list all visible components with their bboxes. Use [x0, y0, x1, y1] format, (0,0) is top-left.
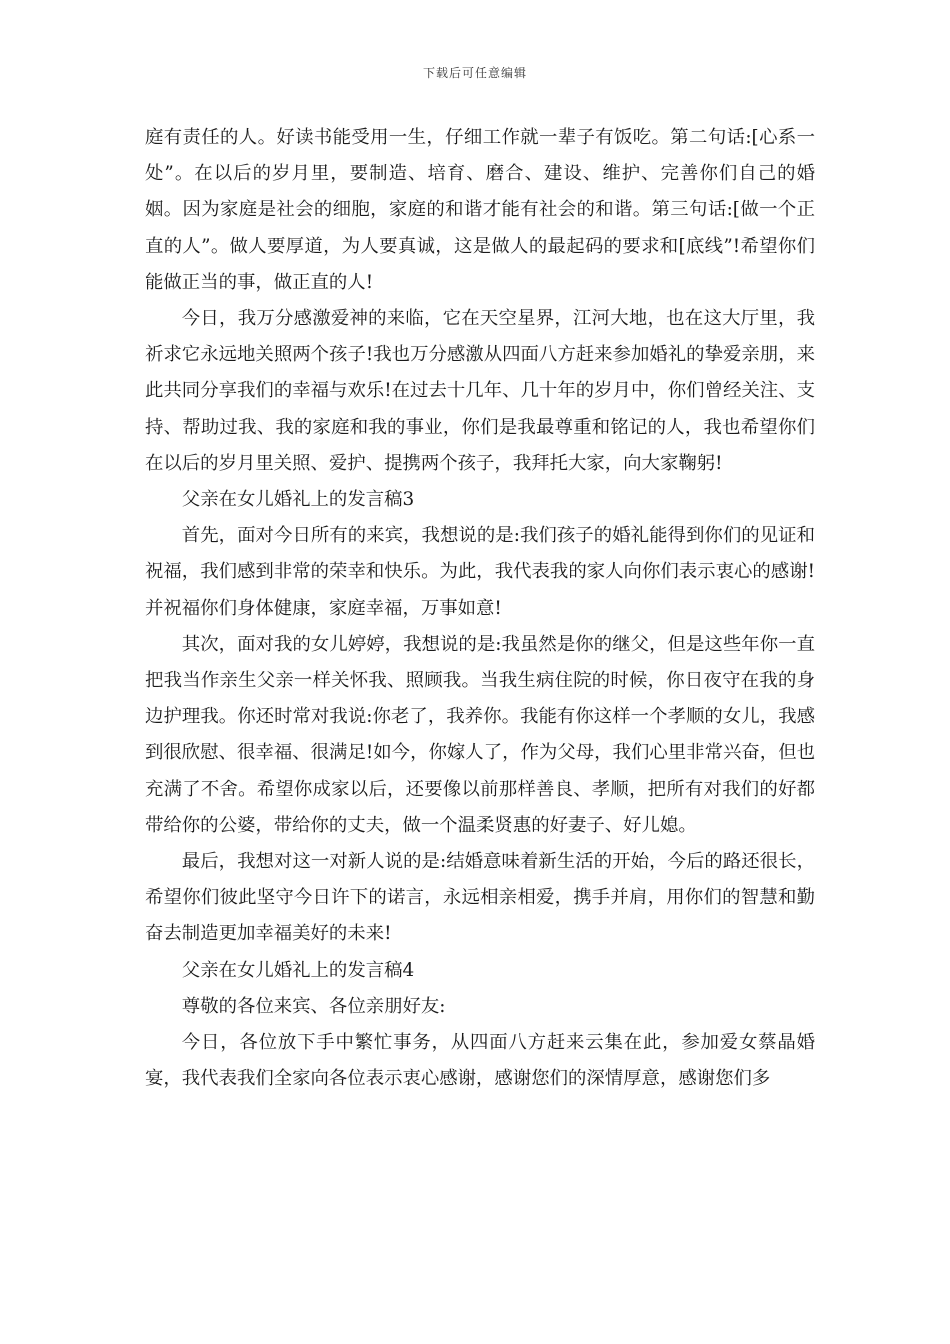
paragraph-6: 最后，我想对这一对新人说的是:结婚意味着新生活的开始，今后的路还很长，希望你们彼此坚守今日许下的诺言，永远相亲相爱，携手并肩，用你们的智慧和勤奋去制造更加幸福美好的未来! — [145, 851, 815, 945]
salutation: 尊敬的各位来宾、各位亲朋好友: — [181, 995, 446, 1017]
section-heading-3: 父亲在女儿婚礼上的发言稿3 — [181, 489, 415, 511]
paragraph-5: 其次，面对我的女儿婷婷，我想说的是:我虽然是你的继父，但是这些年你一直把我当作亲生父亲一样关怀我、照顾我。当我生病住院的时候，你日夜守在我的身边护理我。你还时常对我说:你老了，我养你。我能有你这样一个孝顺的女儿，我感到很欣慰、很幸福、很满足!如今，你嫁人了，作为父母，我们心里非常兴奋，但也充满了不舍。希望你成家以后，还要像以前那样善良、孝顺，把所有对我们的好都带给你的公婆，带给你的丈夫，做一个温柔贤惠的好妻子、好儿媳。 — [145, 633, 815, 836]
paragraph-4: 首先，面对今日所有的来宾，我想说的是:我们孩子的婚礼能得到你们的见证和祝福，我们感到非常的荣幸和快乐。为此，我代表我的家人向你们表示衷心的感谢!并祝福你们身体健康，家庭幸福，万事如意! — [145, 525, 815, 619]
page-header: 下载后可任意编辑 — [422, 66, 527, 80]
paragraph-1: 庭有责任的人。好读书能受用一生，仔细工作就一辈子有饭吃。第二句话:[心系一处”。在以后的岁月里，要制造、培育、磨合、建设、维护、完善你们自己的婚姻。因为家庭是社会的细胞，家庭的和谐才能有社会的和谐。第三句话:[做一个正直的人”。做人要厚道，为人要真诚，这是做人的最起码的要求和[底线”!希望你们能做正当的事，做正直的人! — [145, 127, 815, 293]
paragraph-9: 今日，各位放下手中繁忙事务，从四面八方赶来云集在此，参加爱女蔡晶婚宴，我代表我们全家向各位表示衷心感谢，感谢您们的深情厚意，感谢您们多 — [145, 1032, 815, 1090]
document-body — [145, 120, 815, 1097]
section-heading-4: 父亲在女儿婚礼上的发言稿4 — [181, 959, 415, 981]
paragraph-2: 今日，我万分感激爱神的来临，它在天空星界，江河大地，也在这大厅里，我祈求它永远地关照两个孩子!我也万分感激从四面八方赶来参加婚礼的挚爱亲朋，来此共同分享我们的幸福与欢乐!在过去十几年、几十年的岁月中，你们曾经关注、支持、帮助过我、我的家庭和我的事业，你们是我最尊重和铭记的人，我也希望你们在以后的岁月里关照、爱护、提携两个孩子，我拜托大家，向大家鞠躬! — [145, 308, 815, 474]
